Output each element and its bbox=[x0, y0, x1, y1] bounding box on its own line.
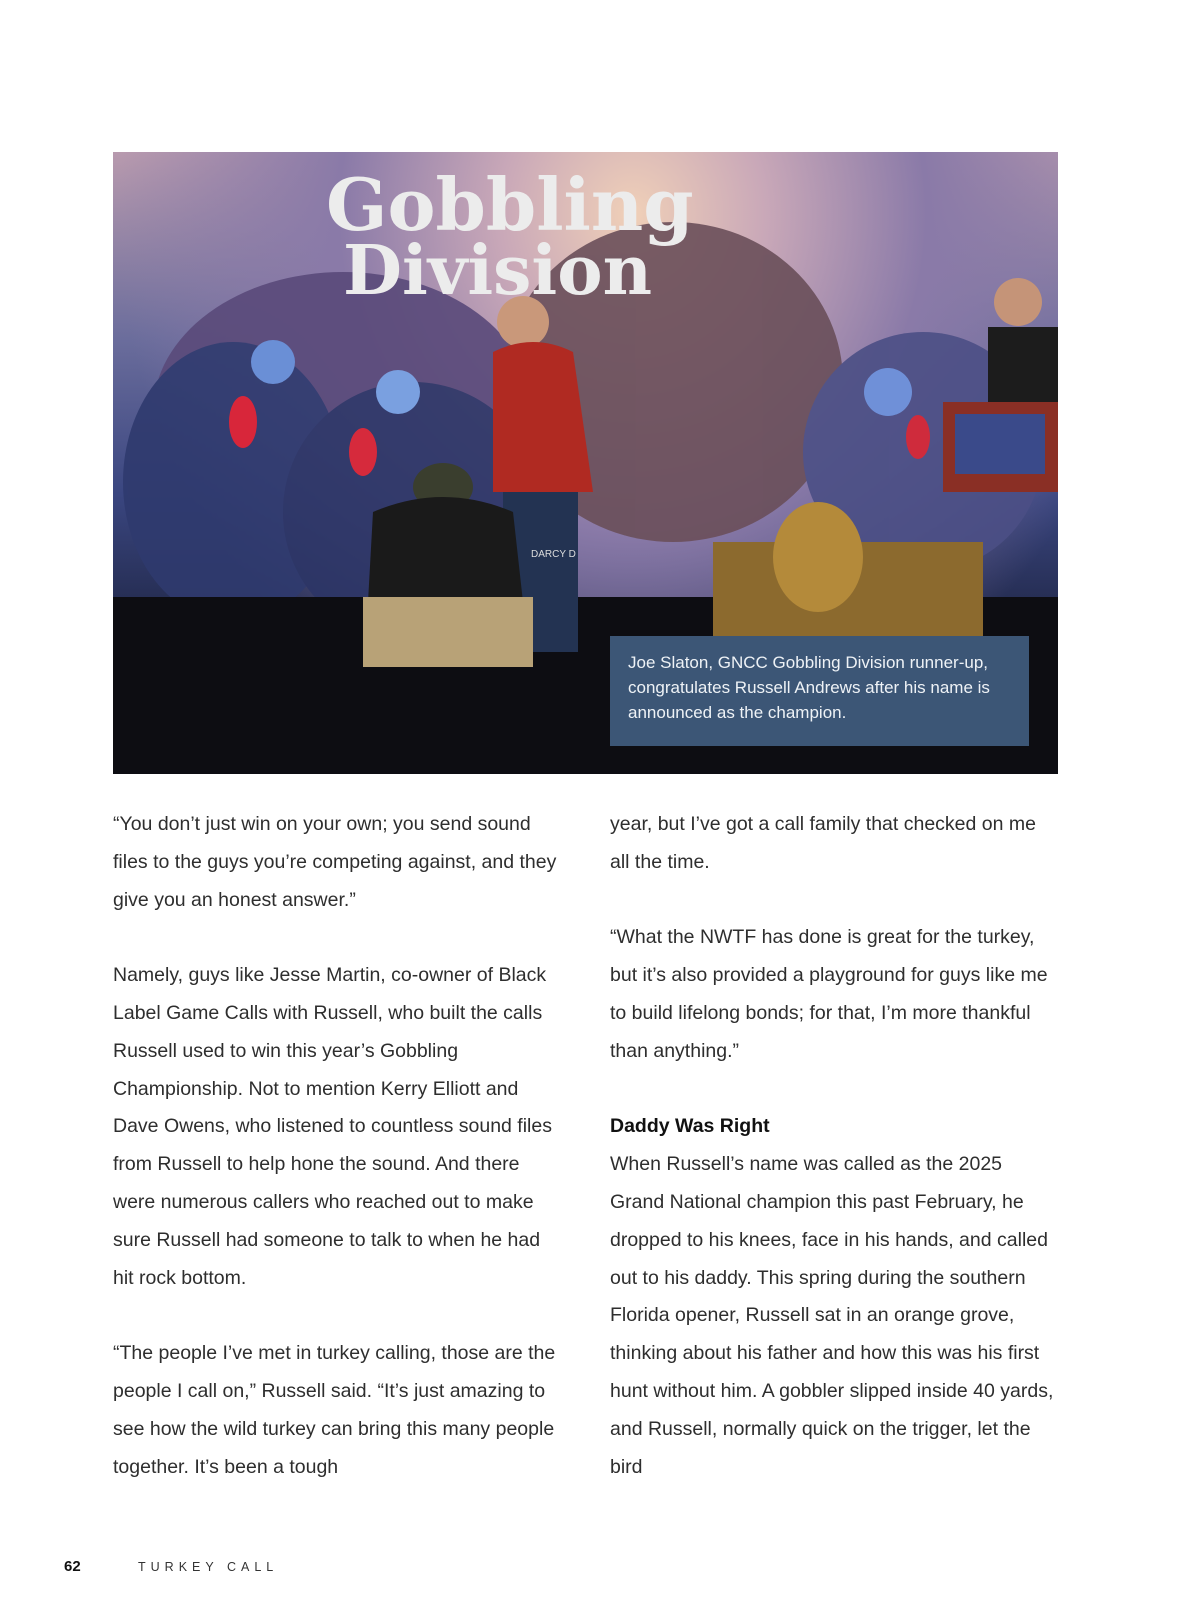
screen-title-line2: Division bbox=[343, 231, 653, 311]
screen-credit: DARCY D bbox=[531, 549, 576, 560]
paragraph: year, but I’ve got a call family that checked on me all the time. bbox=[610, 813, 1036, 873]
article-column-right bbox=[610, 806, 1060, 1524]
article-column-left bbox=[113, 806, 565, 1524]
section-subhead: Daddy Was Right bbox=[610, 1115, 770, 1138]
paragraph: “You don’t just win on your own; you send sound files to the guys you’re competing against, and they give you an honest answer.” bbox=[113, 813, 557, 911]
paragraph: When Russell’s name was called as the 2025 Grand National champion this past February, he dropped to his knees, face in his hands, and called out to his daddy. This spring during the southern Florida opener, Russell sat in an orange grove, thinking about his father and how this was his first hunt without him. A gobbler slipped inside 40 yards, and Russell, normally quick on the trigger, let the bird bbox=[610, 1153, 1054, 1478]
photo-caption bbox=[610, 636, 1029, 746]
publication-name: TURKEY CALL bbox=[138, 1560, 279, 1574]
chair bbox=[773, 502, 863, 612]
photo-caption-text: Joe Slaton, GNCC Gobbling Division runner-up, congratulates Russell Andrews after his name is announced as the champion. bbox=[628, 653, 990, 722]
screen-title-line1: Gobbling bbox=[326, 162, 694, 247]
feature-photo bbox=[113, 152, 1058, 774]
paragraph: Namely, guys like Jesse Martin, co-owner of Black Label Game Calls with Russell, who built the calls Russell used to win this year’s Gobbling Championship. Not to mention Kerry Elliott and Dave Owens, who listened to countless sound files from Russell to help hone the sound. And there were numerous callers who reached out to make sure Russell had someone to talk to when he had hit rock bottom. bbox=[113, 964, 552, 1289]
paragraph: “What the NWTF has done is great for the turkey, but it’s also provided a playground for guys like me to build lifelong bonds; for that, I’m more thankful than anything.” bbox=[610, 926, 1048, 1062]
paragraph: “The people I’ve met in turkey calling, those are the people I call on,” Russell said. “It’s just amazing to see how the wild turkey can bring this many people together. It’s been a tough bbox=[113, 1342, 556, 1478]
page-number: 62 bbox=[64, 1558, 81, 1575]
